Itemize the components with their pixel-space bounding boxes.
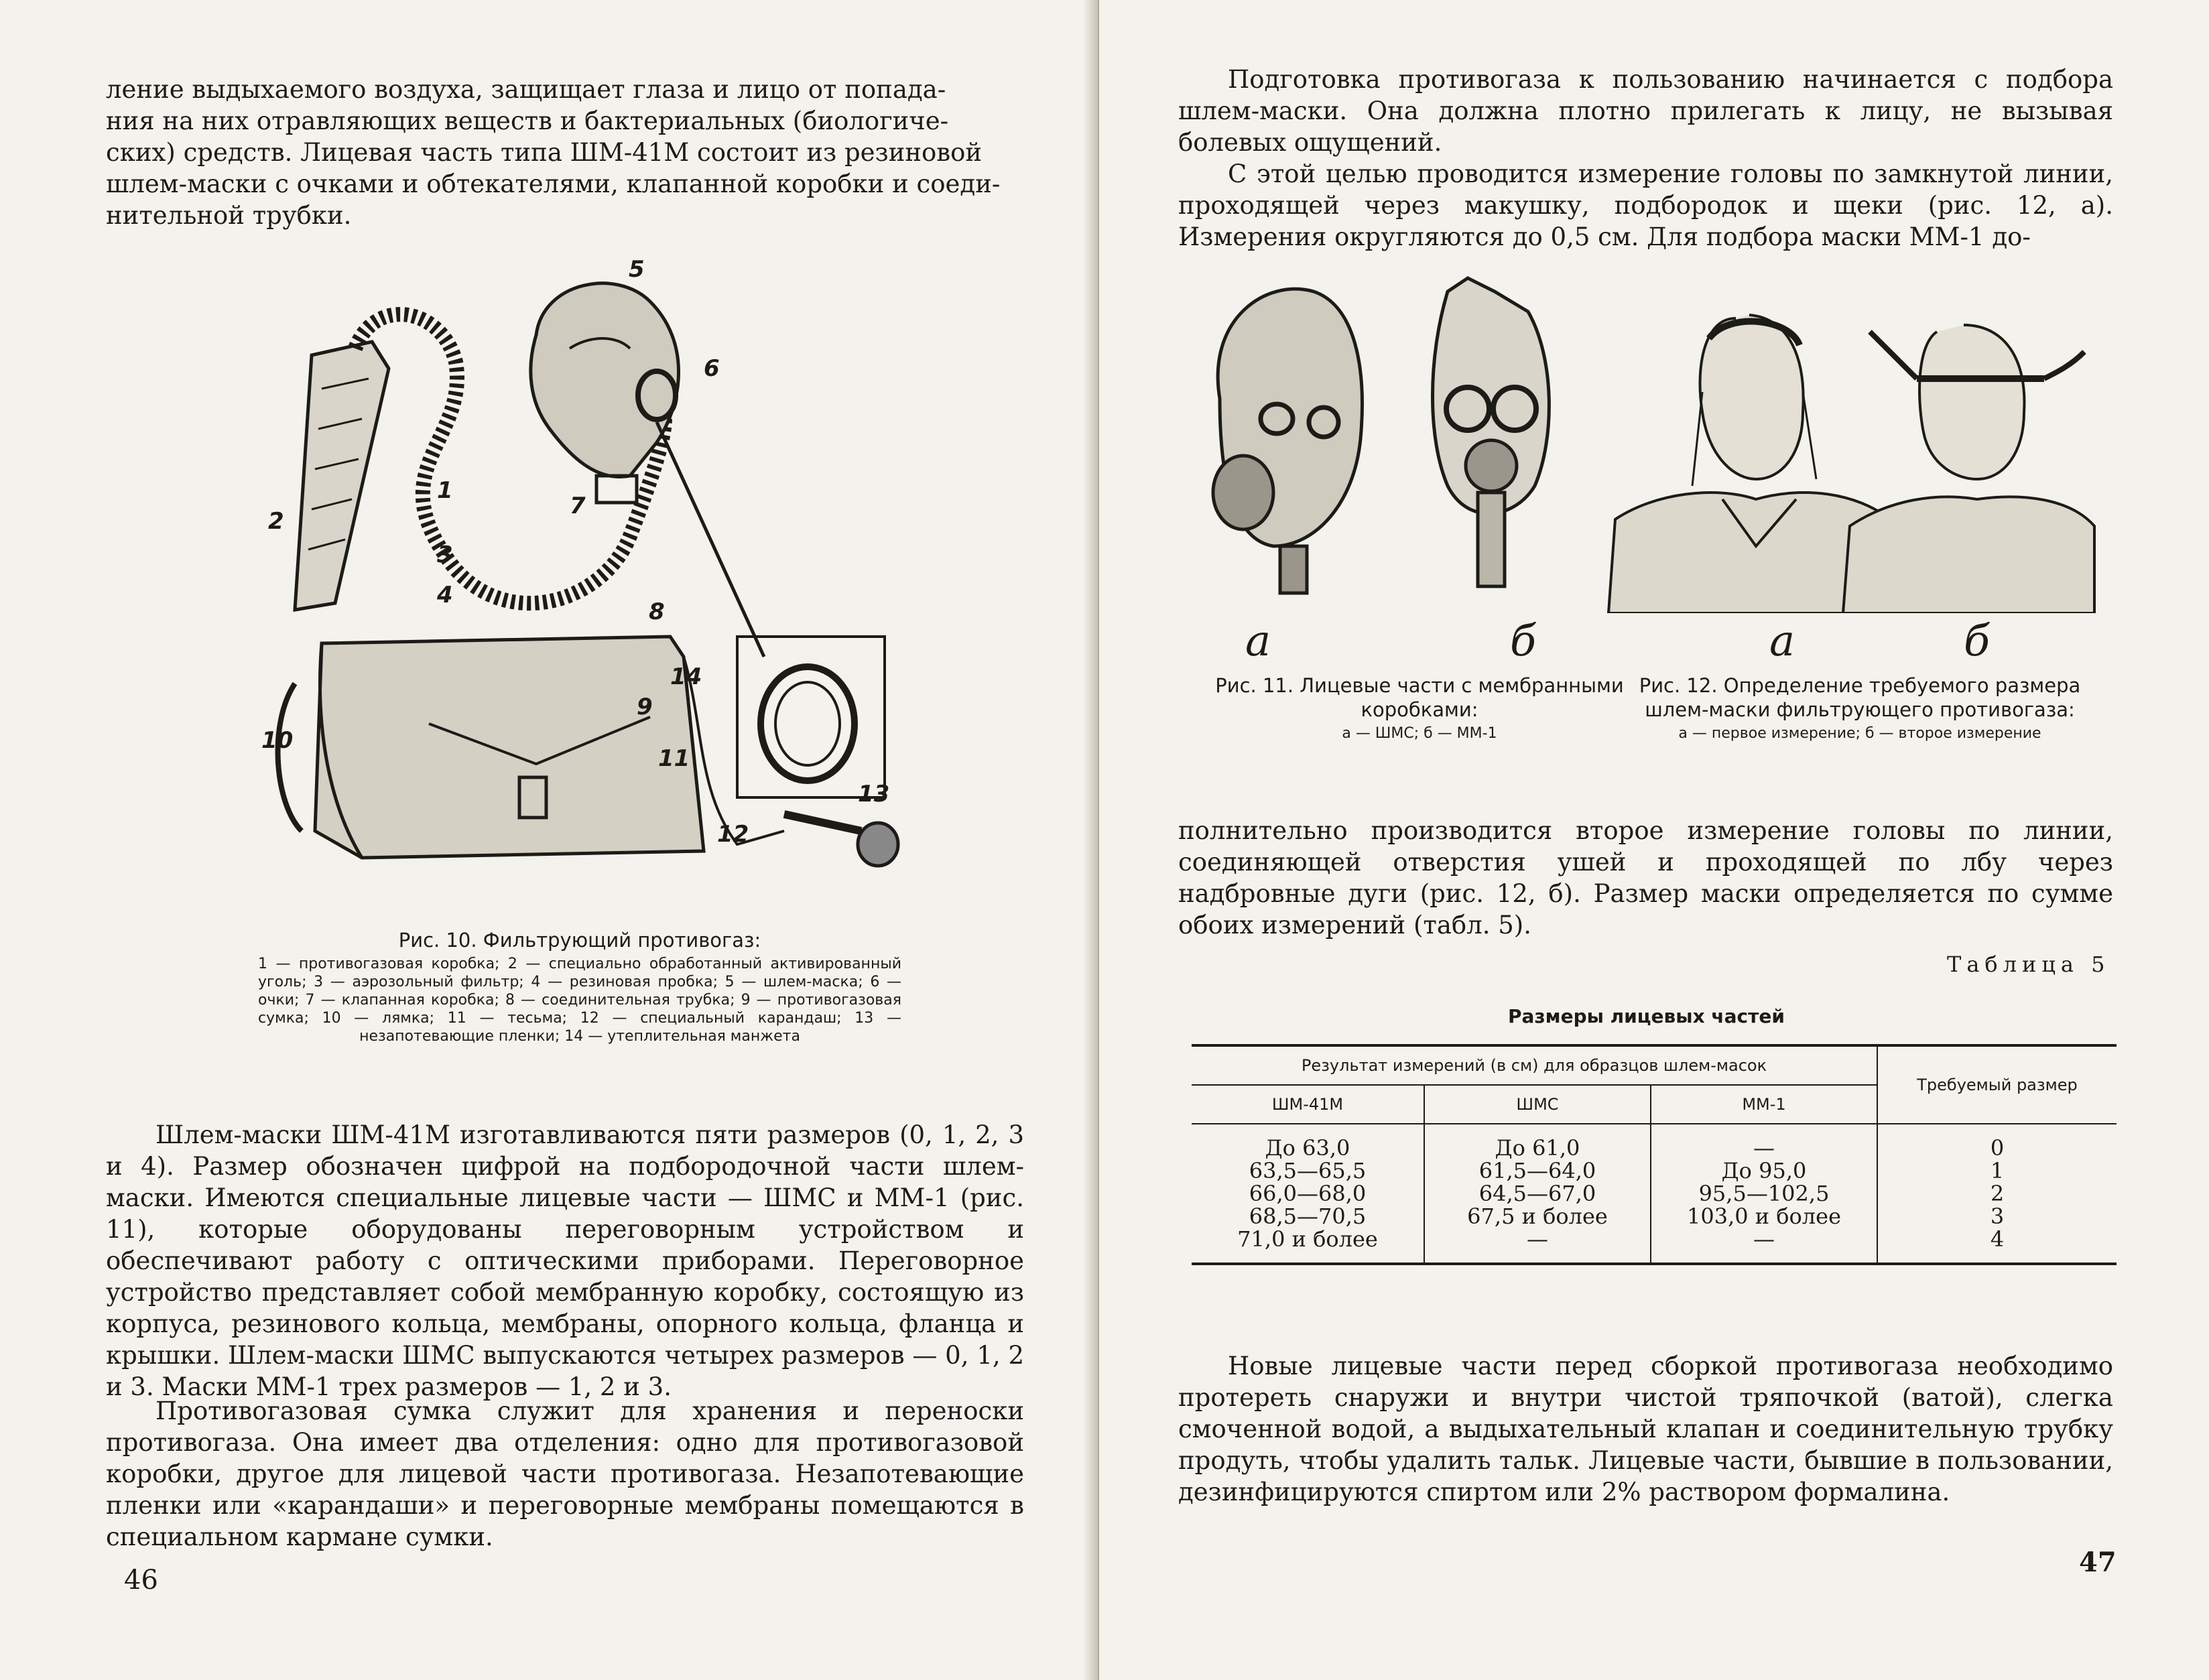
figure-12-label-a: а bbox=[1769, 617, 1795, 666]
table-number: Таблица 5 bbox=[1947, 952, 2110, 977]
figure-label: 6 bbox=[704, 355, 720, 382]
paragraph-second-measurement: полнительно производится второе измерение головы по линии, соединяющей отверстия ушей и проходящей по лбу через надбровные дуги (рис. 12, б). Размер маски определяется по сумме обоих измерений (табл. 5). bbox=[1178, 816, 2113, 940]
caption-legend: 1 — противогазовая коробка; 2 — специально обработанный активированный уголь; 3 — аэрозольный фильтр; 4 — резиновая пробка; 5 — шлем-маска; 6 — очки; 7 — клапанная коробка; 8 — соединительная трубка; 9 — противогазовая сумка; 10 — лямка; 11 — тесьма; 12 — специальный карандаш; 13 — незапотевающие пленки; 14 — утеплительная манжета bbox=[258, 956, 901, 1045]
table-cell: — bbox=[1527, 1226, 1548, 1252]
intro-line: ния на них отравляющих веществ и бактериальных (биологиче- bbox=[106, 107, 949, 135]
table-cell: 103,0 и более bbox=[1686, 1204, 1841, 1229]
figure-label: 2 bbox=[268, 508, 284, 535]
table-cell: 67,5 и более bbox=[1467, 1204, 1608, 1229]
page-number: 46 bbox=[124, 1565, 158, 1596]
table-column-header: ШМ-41М bbox=[1192, 1085, 1424, 1124]
table-cell: До 63,0 bbox=[1265, 1135, 1350, 1161]
figure-11-label-a: а bbox=[1245, 617, 1271, 666]
table-cell: 66,0—68,0 bbox=[1249, 1181, 1367, 1206]
figure-label: 8 bbox=[649, 598, 665, 625]
page-number: 47 bbox=[2079, 1547, 2117, 1578]
table-cell: — bbox=[1753, 1135, 1775, 1161]
figure-label: 13 bbox=[858, 781, 890, 807]
figure-label: 11 bbox=[658, 745, 690, 772]
paragraph-bag: Противогазовая сумка служит для хранения и переноски противогаза. Она имеет два отделения: одно для противогазовой коробки, другое для лицевой части противогаза. Незапотевающие пленки или «карандаши» и переговорные мембраны помещаются в специальном кармане сумки. bbox=[106, 1397, 1024, 1551]
figure-label: 12 bbox=[717, 821, 749, 848]
table-cell: — bbox=[1753, 1226, 1775, 1252]
figure-label: 7 bbox=[570, 493, 586, 519]
paragraph-new-parts: Новые лицевые части перед сборкой противогаза необходимо протереть снаружи и внутри чистой тряпочкой (ватой), слегка смоченной водой, а выдыхательный клапан и соединительную трубку продуть, чтобы удалить тальк. Лицевые части, бывшие в пользовании, дезинфицируются спиртом или 2% раствором формалина. bbox=[1178, 1352, 2113, 1506]
table-cell: 95,5—102,5 bbox=[1698, 1181, 1830, 1206]
table-cell: До 61,0 bbox=[1495, 1135, 1580, 1161]
head-measurement-illustrations bbox=[1602, 278, 2098, 613]
table-column-shm41m bbox=[1192, 1124, 1424, 1264]
intro-line: ление выдыхаемого воздуха, защищает глаза и лицо от попада- bbox=[106, 75, 946, 104]
table-cell: 63,5—65,5 bbox=[1249, 1158, 1367, 1183]
table-cell: 0 bbox=[1990, 1135, 2005, 1161]
table-header-row bbox=[1192, 1045, 2117, 1085]
table-cell: 68,5—70,5 bbox=[1249, 1204, 1367, 1229]
figure-label: 4 bbox=[437, 582, 453, 608]
table-cell: 71,0 и более bbox=[1237, 1226, 1378, 1252]
left-page bbox=[0, 0, 1099, 1680]
paragraph-prep: Подготовка противогаза к пользованию начинается с подбора шлем-маски. Она должна плотно прилегать к лицу, не вызывая болевых ощущений. bbox=[1178, 65, 2113, 157]
figure-10-caption bbox=[258, 928, 901, 1045]
right-page bbox=[1099, 0, 2209, 1680]
table-column-mm1 bbox=[1651, 1124, 1877, 1264]
mask-illustrations bbox=[1180, 265, 1582, 613]
intro-line: нительной трубки. bbox=[106, 201, 352, 230]
table-cell: 61,5—64,0 bbox=[1478, 1158, 1596, 1183]
table-title: Размеры лицевых частей bbox=[1508, 1005, 1785, 1027]
table-cell: 1 bbox=[1990, 1158, 2005, 1183]
caption-title: Рис. 12. Определение требуемого размера шлем-маски фильтрующего противогаза: bbox=[1639, 674, 2081, 721]
figure-label: 14 bbox=[670, 663, 702, 690]
caption-legend: а — первое измерение; б — второе измерение bbox=[1678, 725, 2041, 742]
figure-label: 1 bbox=[437, 477, 453, 504]
table-column-header: ММ-1 bbox=[1651, 1085, 1877, 1124]
table-column-shms bbox=[1424, 1124, 1651, 1264]
table-cell: 4 bbox=[1990, 1226, 2005, 1252]
figure-label: 9 bbox=[637, 694, 653, 720]
gas-mask-kit-illustration bbox=[255, 255, 911, 911]
table-group-header: Результат измерений (в см) для образцов шлем-масок bbox=[1192, 1045, 1877, 1085]
figure-label: 3 bbox=[437, 541, 453, 568]
figure-12-caption bbox=[1605, 673, 2115, 742]
paragraph-measure: С этой целью проводится измерение головы по замкнутой линии, проходящей через макушку, подбородок и щеки (рис. 12, а). Измерения округляются до 0,5 см. Для подбора маски ММ-1 до- bbox=[1178, 159, 2113, 251]
sizes-table bbox=[1192, 1044, 2117, 1265]
paragraph-sizes: Шлем-маски ШМ-41М изготавливаются пяти размеров (0, 1, 2, 3 и 4). Размер обозначен цифрой на подбородочной части шлем-маски. Имеются специальные лицевые части — ШМС и ММ-1 (рис. 11), которые оборудованы переговорным устройством и обеспечивают работу с оптическими приборами. Переговорное устройство представляет собой мембранную коробку, состоящую из корпуса, резинового кольца, мембраны, опорного кольца, фланца и крышки. Шлем-маски ШМС выпускаются четырех размеров — 0, 1, 2 и 3. Маски ММ-1 трех размеров — 1, 2 и 3. bbox=[106, 1120, 1024, 1401]
caption-title: Рис. 11. Лицевые части с мембранными коробками: bbox=[1215, 674, 1624, 721]
table-last-header: Требуемый размер bbox=[1877, 1045, 2117, 1124]
table-cell: 64,5—67,0 bbox=[1478, 1181, 1596, 1206]
table-column-size bbox=[1877, 1124, 2117, 1264]
table-cell: 3 bbox=[1990, 1204, 2005, 1229]
table-body-row bbox=[1192, 1124, 2117, 1264]
figure-label: 5 bbox=[629, 256, 645, 283]
intro-line: ских) средств. Лицевая часть типа ШМ-41М состоит из резиновой bbox=[106, 138, 983, 167]
figure-12-label-b: б bbox=[1964, 617, 1991, 666]
caption-legend: а — ШМС; б — ММ-1 bbox=[1342, 725, 1497, 742]
figure-11-caption bbox=[1178, 673, 1661, 742]
table-cell: До 95,0 bbox=[1721, 1158, 1807, 1183]
table-column-header: ШМС bbox=[1424, 1085, 1651, 1124]
table-cell: 2 bbox=[1990, 1181, 2005, 1206]
figure-11-label-b: б bbox=[1510, 617, 1537, 666]
figure-label: 10 bbox=[261, 727, 294, 754]
intro-line: шлем-маски с очками и обтекателями, клапанной коробки и соеди- bbox=[106, 170, 1001, 198]
caption-title: Рис. 10. Фильтрующий противогаз: bbox=[398, 929, 761, 952]
